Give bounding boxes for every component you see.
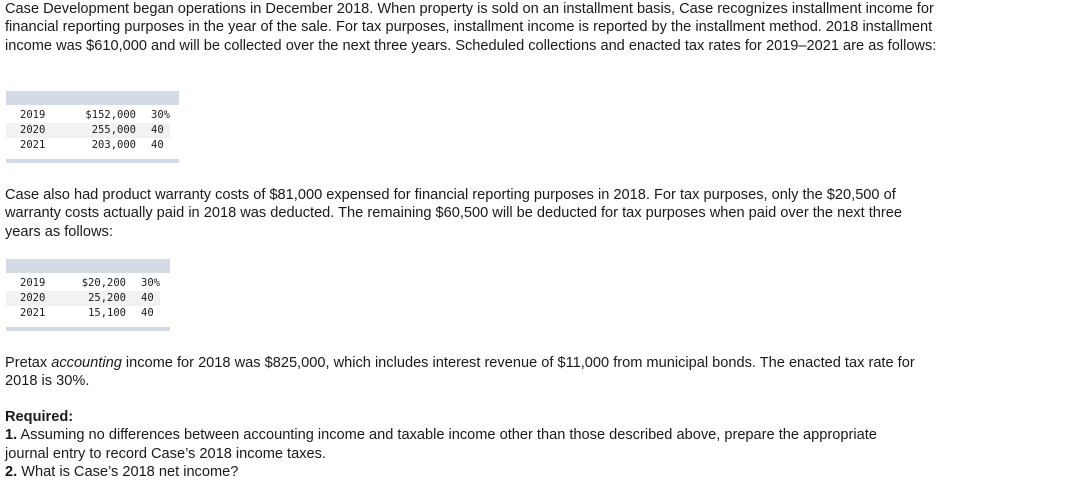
table-row	[6, 276, 160, 291]
amount-cell: $152,000	[85, 109, 136, 121]
pretax-paragraph	[5, 354, 945, 391]
table-row	[6, 306, 160, 321]
amount-cell: 255,000	[68, 123, 136, 138]
year-cell: 2021	[20, 307, 46, 319]
table-header-band	[6, 259, 170, 273]
rate-cell: 40	[126, 291, 160, 306]
table-row	[6, 138, 170, 153]
amount-cell: $20,200	[81, 277, 126, 289]
required-heading: Required:	[5, 409, 74, 425]
item-number: 1.	[5, 427, 18, 444]
item-text: What is Case’s 2018 net income?	[17, 463, 239, 480]
rate-cell: 40	[151, 139, 164, 151]
year-cell: 2019	[20, 109, 46, 121]
installment-collections-table	[6, 91, 179, 163]
warranty-paragraph: Case also had product warranty costs of $81,000 expensed for financial reporting purposes in 2018. For tax purposes, only the $20,500 of warranty costs actually paid in 2018 was deducted. The remaining $60,500 will be deducted for tax purposes when paid over the next three years as follows:	[5, 187, 902, 240]
amount-cell: 25,200	[68, 291, 126, 306]
amount-cell: 15,100	[88, 307, 126, 319]
installment-table-body	[6, 108, 170, 153]
rate-cell: 30%	[151, 109, 170, 121]
required-section	[5, 408, 905, 481]
required-item-2	[5, 463, 905, 481]
year-cell: 2020	[6, 123, 68, 138]
rate-cell: 40	[141, 307, 154, 319]
warranty-table-body	[6, 276, 160, 321]
pretax-italic-word: accounting	[51, 355, 122, 371]
pretax-text-before: Pretax	[5, 355, 52, 371]
table-header-band	[6, 91, 179, 105]
rate-cell: 30%	[141, 277, 160, 289]
item-text: Assuming no differences between accounting income and taxable income other than those described above, prepare the appropriate journal entry to record Case’s 2018 income taxes.	[5, 427, 877, 462]
pretax-text-after: income for 2018 was $825,000, which includes interest revenue of $11,000 from municipal bonds. The enacted tax rate for 2018 is 30%.	[5, 355, 915, 390]
year-cell: 2020	[6, 291, 68, 306]
item-number: 2.	[5, 463, 18, 480]
rate-cell: 40	[136, 123, 170, 138]
table-row	[6, 123, 170, 138]
amount-cell: 203,000	[91, 139, 136, 151]
table-row	[6, 291, 160, 306]
table-row	[6, 108, 170, 123]
table-footer-band	[6, 159, 179, 163]
intro-paragraph: Case Development began operations in December 2018. When property is sold on an installment basis, Case recognizes installment income for financial reporting purposes in the year of the sale. For tax purposes, installment income is reported by the installment method. 2018 installment income was $610,000 and will be collected over the next three years. Scheduled collections and enacted tax rates for 2019–2021 are as follows:	[5, 1, 937, 54]
required-item-1	[5, 426, 905, 463]
year-cell: 2019	[20, 277, 46, 289]
warranty-deductions-table	[6, 259, 170, 331]
table-footer-band	[6, 327, 170, 331]
year-cell: 2021	[20, 139, 46, 151]
